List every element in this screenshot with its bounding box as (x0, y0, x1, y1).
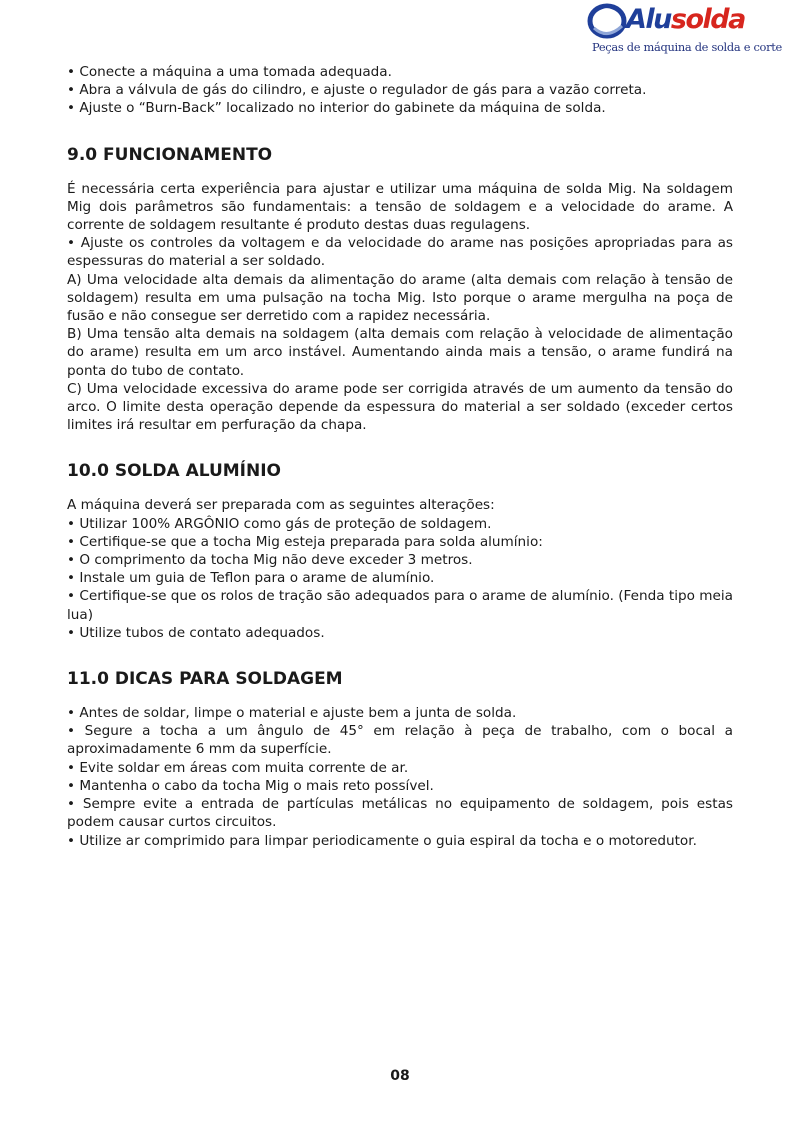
logo-wordmark (626, 4, 745, 36)
paragraph: A) Uma velocidade alta demais da alimentação do arame (alta demais com relação à tensão de soldagem) resulta em uma pulsação na tocha Mig. Isto porque o arame mergulha na poça de fusão e não consegue ser derretido com a rapidez necessária. (67, 271, 733, 325)
intro-item: • Abra a válvula de gás do cilindro, e ajuste o regulador de gás para a vazão correta. (67, 82, 647, 99)
list-item: • Utilizar 100% ARGÔNIO como gás de proteção de soldagem. (67, 515, 492, 532)
section-title: 9.0 FUNCIONAMENTO (67, 144, 273, 165)
logo-wordmark-solda: solda (670, 4, 745, 35)
list-item: • Certifique-se que a tocha Mig esteja preparada para solda alumínio: (67, 533, 543, 550)
paragraph: A máquina deverá ser preparada com as seguintes alterações: (67, 497, 495, 514)
section-funcionamento (67, 144, 733, 435)
paragraph: B) Uma tensão alta demais na soldagem (alta demais com relação à velocidade de alimentação do arame) resulta em um arco instável. Aumentando ainda mais a tensão, o arame fundirá na ponta do tubo de contato. (67, 326, 733, 379)
intro-item: • Conecte a máquina a uma tomada adequada. (67, 64, 392, 80)
list-item: • Antes de soldar, limpe o material e ajuste bem a junta de solda. (67, 705, 517, 722)
logo-tagline: Peças de máquina de solda e corte (592, 40, 782, 54)
section-dicas (67, 668, 733, 850)
list-item: • O comprimento da tocha Mig não deve exceder 3 metros. (67, 552, 473, 569)
intro-list (67, 63, 733, 118)
document-body (67, 63, 733, 850)
brand-logo (578, 0, 782, 60)
list-item: • Evite soldar em áreas com muita corrente de ar. (67, 759, 409, 776)
paragraph: É necessária certa experiência para ajustar e utilizar uma máquina de solda Mig. Na soldagem Mig dois parâmetros são fundamentais: a tensão de soldagem e a velocidade do arame. A corrente de soldagem resultante é produto destas duas regulagens. (67, 180, 733, 234)
section-aluminio (67, 460, 733, 642)
page-number: 08 (390, 1068, 410, 1084)
list-item: • Segure a tocha a um ângulo de 45° em relação à peça de trabalho, com o bocal a aproximadamente 6 mm da superfície. (67, 723, 733, 758)
list-item: • Utilize tubos de contato adequados. (67, 624, 325, 641)
list-item: • Sempre evite a entrada de partículas metálicas no equipamento de soldagem, pois estas podem causar curtos circuitos. (67, 796, 733, 831)
section-title: 10.0 SOLDA ALUMÍNIO (67, 461, 282, 482)
list-item: • Utilize ar comprimido para limpar periodicamente o guia espiral da tocha e o motoredutor. (67, 832, 697, 849)
logo-swoosh-icon (586, 2, 630, 40)
section-title: 11.0 DICAS PARA SOLDAGEM (67, 669, 343, 690)
paragraph: C) Uma velocidade excessiva do arame pode ser corrigida através de um aumento da tensão do arco. O limite desta operação depende da espessura do material a ser soldado (exceder certos limites irá resultar em perfuração da chapa. (67, 380, 733, 434)
list-item: • Mantenha o cabo da tocha Mig o mais reto possível. (67, 777, 434, 794)
intro-item: • Ajuste o “Burn-Back” localizado no interior do gabinete da máquina de solda. (67, 100, 606, 117)
paragraph: • Ajuste os controles da voltagem e da velocidade do arame nas posições apropriadas para as espessuras do material a ser soldado. (67, 235, 733, 270)
list-item: • Instale um guia de Teflon para o arame de alumínio. (67, 570, 435, 587)
list-item: • Certifique-se que os rolos de tração são adequados para o arame de alumínio. (Fenda tipo meia lua) (67, 588, 733, 623)
logo-wordmark-alu: Alu (626, 4, 671, 35)
